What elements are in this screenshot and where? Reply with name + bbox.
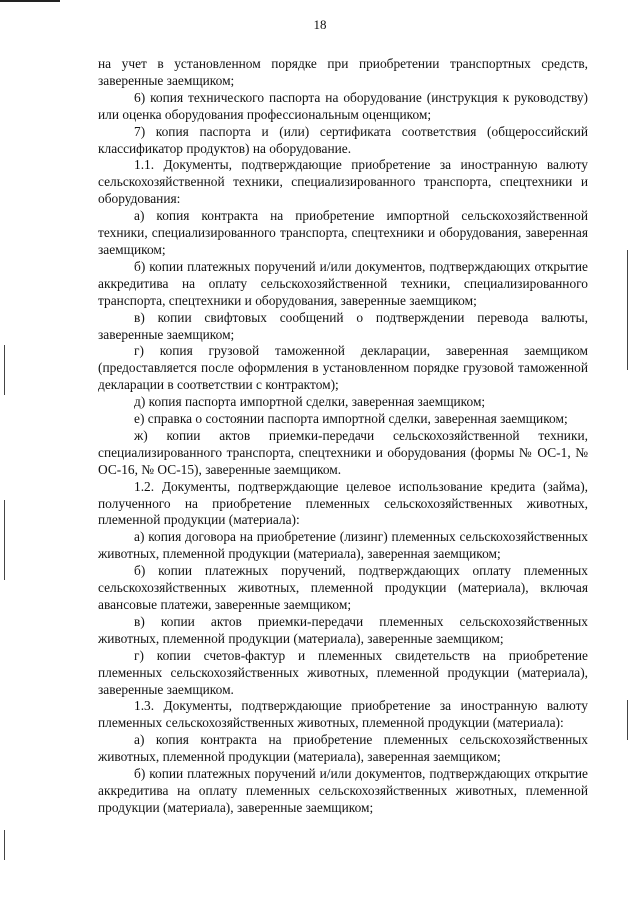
paragraph: а) копия договора на приобретение (лизинг) племенных сельскохозяйственных животных, племенной продукции (материала), заверенная заемщиком; [98,529,588,562]
paragraph: б) копии платежных поручений и/или документов, подтверждающих открытие аккредитива на оплату сельскохозяйственной техники, специализированного транспорта, спецтехники и оборудования, заверенные заемщиком; [98,258,588,308]
paragraph: 6) копия технического паспорта на оборудование (инструкция к руководству) или оценка оборудования профессиональным оценщиком; [98,89,588,122]
paragraph: а) копия контракта на приобретение импортной сельскохозяйственной техники, специализированного транспорта, спецтехники и оборудования, заверенная заемщиком; [98,208,588,257]
paragraph: е) справка о состоянии паспорта импортной сделки, заверенная заемщиком; [134,411,568,427]
paragraph: б) копии платежных поручений и/или документов, подтверждающих открытие аккредитива на оплату племенных сельскохозяйственных животных, племенной продукции (материала), заверенные заемщиком; [98,766,588,815]
scan-top-rule [0,0,60,2]
paragraph: а) копия контракта на приобретение племенных сельскохозяйственных животных, племенной продукции (материала), заверенная заемщиком; [98,732,588,765]
page-number: 18 [313,17,327,32]
paragraph: в) копии актов приемки-передачи племенных сельскохозяйственных животных, племенной продукции (материала), заверенные заемщиком; [98,613,588,646]
paragraph: г) копии счетов-фактур и племенных свидетельств на приобретение племенных сельскохозяйственных животных, племенной продукции (материала), заверенные заемщиком. [98,647,588,697]
paragraph: 1.2. Документы, подтверждающие целевое использование кредита (займа), полученного на приобретение племенных сельскохозяйственных животных, племенной продукции (материала): [98,478,588,528]
paragraph: б) копии платежных поручений, подтверждающих оплату племенных сельскохозяйственных животных, племенной продукции (материала), включая авансовые платежи, заверенные заемщиком; [98,563,588,612]
scan-edge-mark [4,345,5,395]
paragraph: д) копия паспорта импортной сделки, заверенная заемщиком; [134,394,486,410]
paragraph: на учет в установленном порядке при приобретении транспортных средств, заверенные заемщиком; [98,56,588,88]
scan-edge-mark [627,250,628,370]
paragraph: г) копия грузовой таможенной декларации, заверенная заемщиком (предоставляется после оформления в установленном порядке грузовой таможенной декларации в соответствии с контрактом); [98,343,588,393]
scan-edge-mark [627,700,628,740]
scan-edge-mark [4,500,5,580]
paragraph: 7) копия паспорта и (или) сертификата соответствия (общероссийский классификатор продуктов) на оборудование. [98,123,588,156]
paragraph: ж) копии актов приемки-передачи сельскохозяйственной техники, специализированного транспорта, спецтехники и оборудования (формы № ОС-1, № ОС-16, № ОС-15), заверенные заемщиком. [98,427,588,477]
paragraph: 1.1. Документы, подтверждающие приобретение за иностранную валюту сельскохозяйственной техники, специализированного транспорта, спецтехники и оборудования: [98,157,588,207]
scan-edge-mark [4,830,5,860]
document-body [98,56,588,817]
paragraph: 1.3. Документы, подтверждающие приобретение за иностранную валюту племенных сельскохозяйственных животных, племенной продукции (материала): [98,698,588,731]
paragraph: в) копии свифтовых сообщений о подтверждении перевода валюты, заверенные заемщиком; [98,309,588,342]
